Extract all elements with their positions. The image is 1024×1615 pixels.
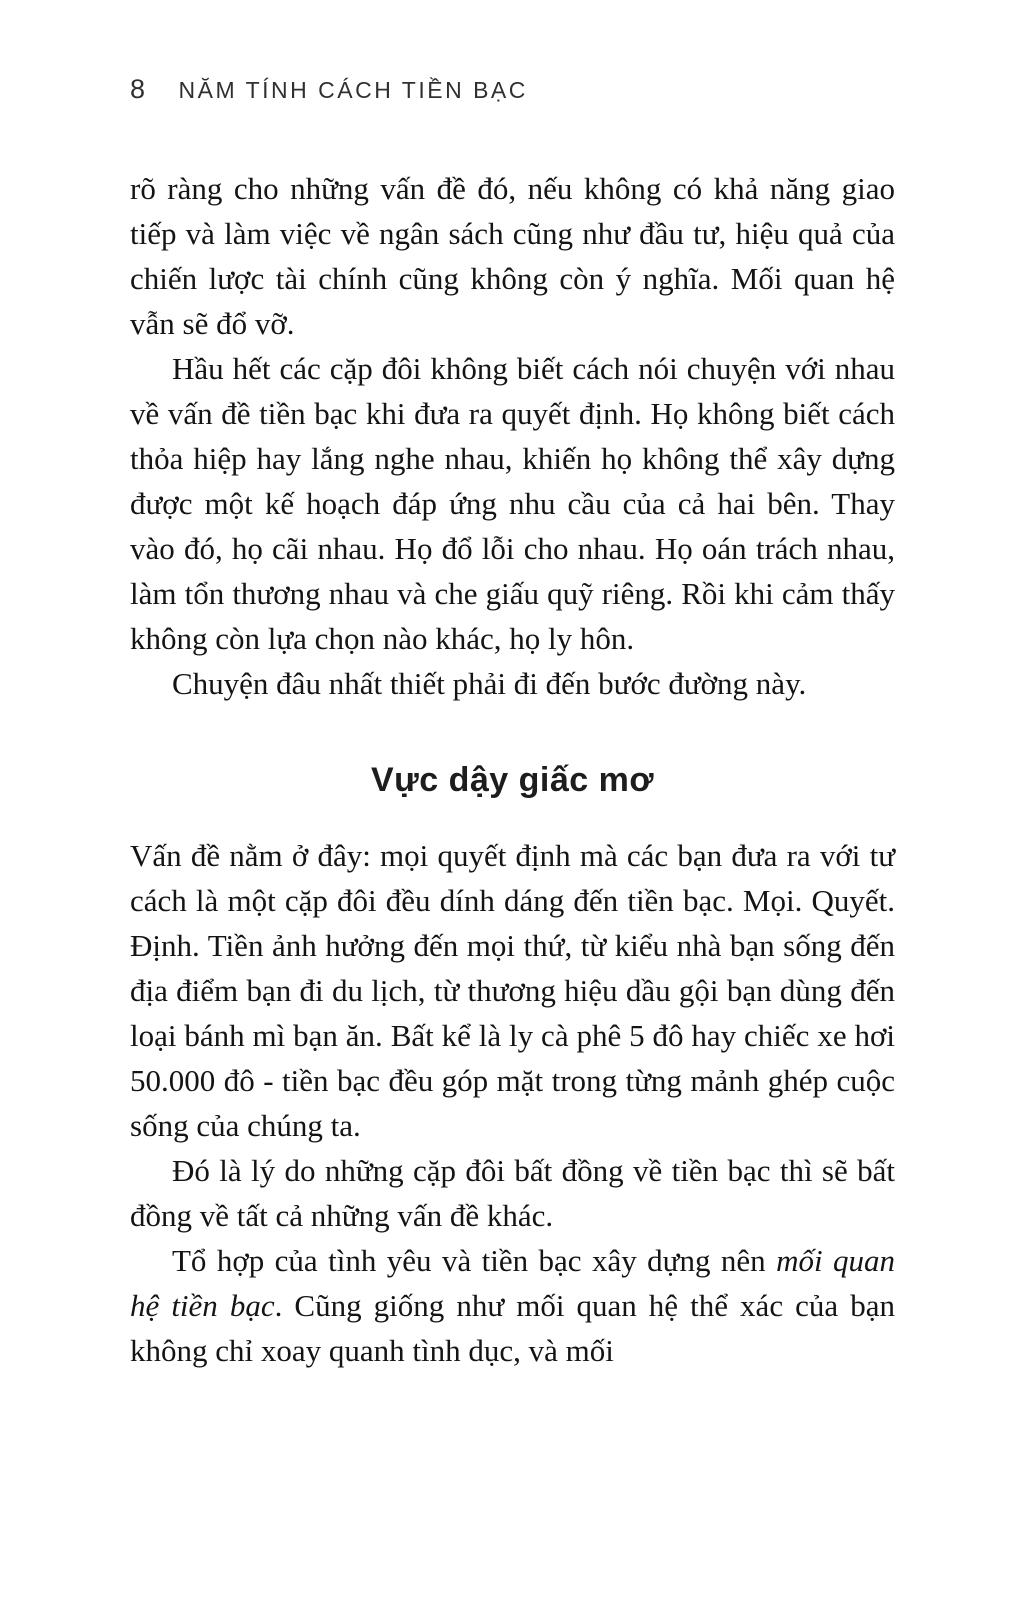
paragraph-italic-phrase: mối quan hệ tiền bạc [130, 1243, 896, 1323]
paragraph-continued: rõ ràng cho những vấn đề đó, nếu không có khả năng giao tiếp và làm việc về ngân sách cũng như đầu tư, hiệu quả của chiến lược tài chính cũng không còn ý nghĩa. Mối quan hệ vẫn sẽ đổ vỡ. [130, 171, 895, 341]
section-heading: Vực dậy giấc mơ [370, 761, 655, 799]
paragraph: Vấn đề nằm ở đây: mọi quyết định mà các bạn đưa ra với tư cách là một cặp đôi đều dính dáng đến tiền bạc. Mọi. Quyết. Định. Tiền ảnh hưởng đến mọi thứ, từ kiểu nhà bạn sống đến địa điểm bạn đi du lịch, từ thương hiệu dầu gội bạn dùng đến loại bánh mì bạn ăn. Bất kể là ly cà phê 5 đô hay chiếc xe hơi 50.000 đô - tiền bạc đều góp mặt trong từng mảnh ghép cuộc sống của chúng ta. [130, 838, 895, 1143]
running-title: NĂM TÍNH CÁCH TIỀN BẠC [178, 77, 528, 103]
page-number: 8 [130, 74, 146, 104]
paragraph-text: . Cũng giống như mối quan hệ thể xác của bạn không chỉ xoay quanh tình dục, và mối [130, 1288, 895, 1368]
paragraph [130, 1238, 895, 1373]
body-text [130, 166, 895, 1373]
paragraph-text: Tổ hợp của tình yêu và tiền bạc xây dựng nên [172, 1243, 777, 1278]
paragraph: Chuyện đâu nhất thiết phải đi đến bước đường này. [172, 666, 807, 701]
paragraph: Hầu hết các cặp đôi không biết cách nói chuyện với nhau về vấn đề tiền bạc khi đưa ra quyết định. Họ không biết cách thỏa hiệp hay lắng nghe nhau, khiến họ không thể xây dựng được một kế hoạch đáp ứng nhu cầu của cả hai bên. Thay vào đó, họ cãi nhau. Họ đổ lỗi cho nhau. Họ oán trách nhau, làm tổn thương nhau và che giấu quỹ riêng. Rồi khi cảm thấy không còn lựa chọn nào khác, họ ly hôn. [130, 351, 895, 656]
paragraph: Đó là lý do những cặp đôi bất đồng về tiền bạc thì sẽ bất đồng về tất cả những vấn đề khác. [130, 1153, 895, 1233]
running-header [130, 74, 895, 105]
